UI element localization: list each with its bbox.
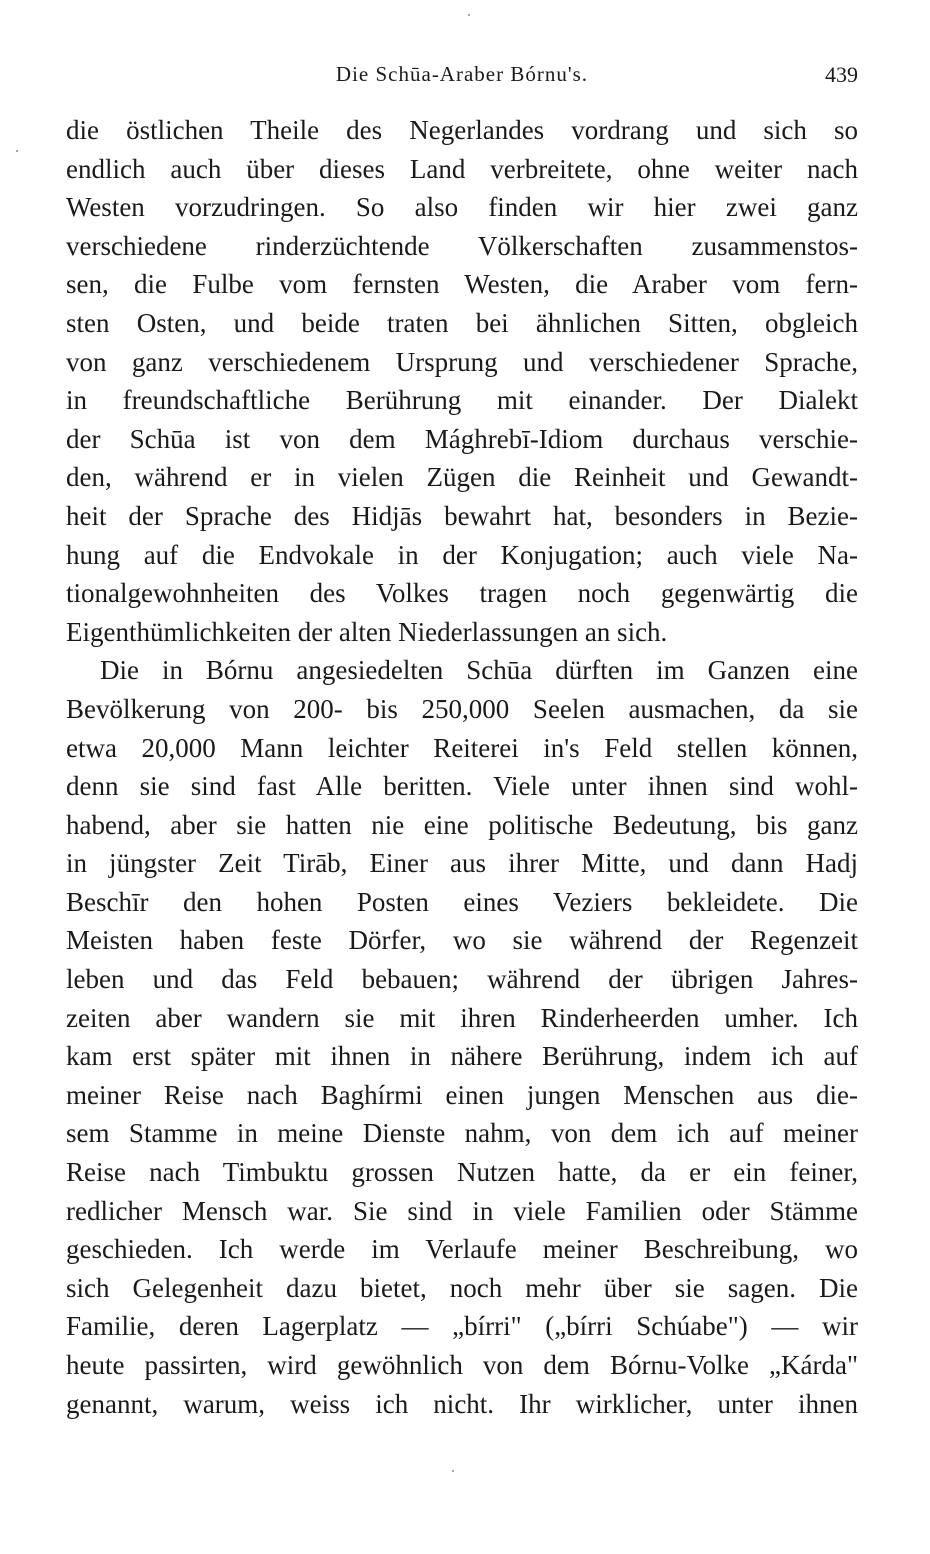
text-line: redlicher Mensch war. Sie sind in viele Familien oder Stämme: [66, 1195, 858, 1226]
paper-speck: [452, 1470, 454, 1472]
text-line: heute passirten, wird gewöhnlich von dem Bórnu-Volke „Kárda": [66, 1350, 858, 1380]
text-line: zeiten aber wandern sie mit ihren Rinderheerden umher. Ich: [66, 1002, 858, 1033]
page-number: 439: [825, 62, 858, 87]
text-line: die östlichen Theile des Negerlandes vordrang und sich so: [66, 115, 858, 145]
text-line: Westen vorzudringen. So also finden wir hier zwei ganz: [66, 192, 858, 223]
text-line: Familie, deren Lagerplatz — „bírri" („bírri Schúabe") — wir: [66, 1311, 858, 1342]
text-line: sich Gelegenheit dazu bietet, noch mehr über sie sagen. Die: [66, 1272, 858, 1303]
text-line: endlich auch über dieses Land verbreitete, ohne weiter nach: [66, 153, 858, 184]
text-line: in jüngster Zeit Tirāb, Einer aus ihrer Mitte, und dann Hadj: [66, 848, 858, 879]
text-line: verschiedene rinderzüchtende Völkerschaften zusammenstos-: [66, 230, 858, 261]
body-text: [66, 111, 858, 1423]
text-line: Die in Bórnu angesiedelten Schūa dürften im Ganzen eine: [100, 655, 858, 686]
text-line: Reise nach Timbuktu grossen Nutzen hatte, da er ein feiner,: [66, 1157, 858, 1188]
paper-speck: [16, 150, 18, 152]
text-line: den, während er in vielen Zügen die Reinheit und Gewandt-: [66, 462, 858, 493]
text-line: sen, die Fulbe vom fernsten Westen, die Araber vom fern-: [66, 269, 858, 300]
text-line: geschieden. Ich werde im Verlaufe meiner Beschreibung, wo: [66, 1234, 858, 1265]
text-line: tionalgewohnheiten des Volkes tragen noch gegenwärtig die: [66, 578, 858, 609]
text-line: genannt, warum, weiss ich nicht. Ihr wirklicher, unter ihnen: [66, 1388, 858, 1419]
text-line: Meisten haben feste Dörfer, wo sie während der Regenzeit: [66, 925, 858, 956]
text-line: hung auf die Endvokale in der Konjugation; auch viele Na-: [66, 539, 858, 570]
paper-speck: [468, 14, 470, 16]
text-line: heit der Sprache des Hidjās bewahrt hat, besonders in Bezie-: [66, 500, 858, 531]
text-line: habend, aber sie hatten nie eine politische Bedeutung, bis ganz: [66, 809, 858, 840]
text-line: Beschīr den hohen Posten eines Veziers bekleidete. Die: [66, 886, 858, 917]
text-line: meiner Reise nach Baghírmi einen jungen Menschen aus die-: [66, 1079, 858, 1110]
text-line: von ganz verschiedenem Ursprung und verschiedener Sprache,: [66, 346, 858, 377]
text-line: leben und das Feld bebauen; während der übrigen Jahres-: [66, 964, 858, 995]
running-head: [66, 62, 858, 92]
text-line: sem Stamme in meine Dienste nahm, von dem ich auf meiner: [66, 1118, 858, 1149]
text-line: denn sie sind fast Alle beritten. Viele unter ihnen sind wohl-: [66, 771, 858, 802]
text-line: sten Osten, und beide traten bei ähnlichen Sitten, obgleich: [66, 307, 858, 338]
text-line: in freundschaftliche Berührung mit einander. Der Dialekt: [66, 385, 858, 416]
paragraph: [66, 111, 858, 651]
text-line: Bevölkerung von 200- bis 250,000 Seelen ausmachen, da sie: [66, 693, 858, 724]
running-title: Die Schūa-Araber Bórnu's.: [335, 62, 589, 86]
text-line: der Schūa ist von dem Mághrebī-Idiom durchaus verschie-: [66, 423, 858, 454]
text-line: etwa 20,000 Mann leichter Reiterei in's Feld stellen können,: [66, 732, 858, 763]
text-line: kam erst später mit ihnen in nähere Berührung, indem ich auf: [66, 1041, 858, 1072]
text-line: Eigenthümlichkeiten der alten Niederlassungen an sich.: [66, 616, 668, 647]
paragraph: [66, 651, 858, 1423]
